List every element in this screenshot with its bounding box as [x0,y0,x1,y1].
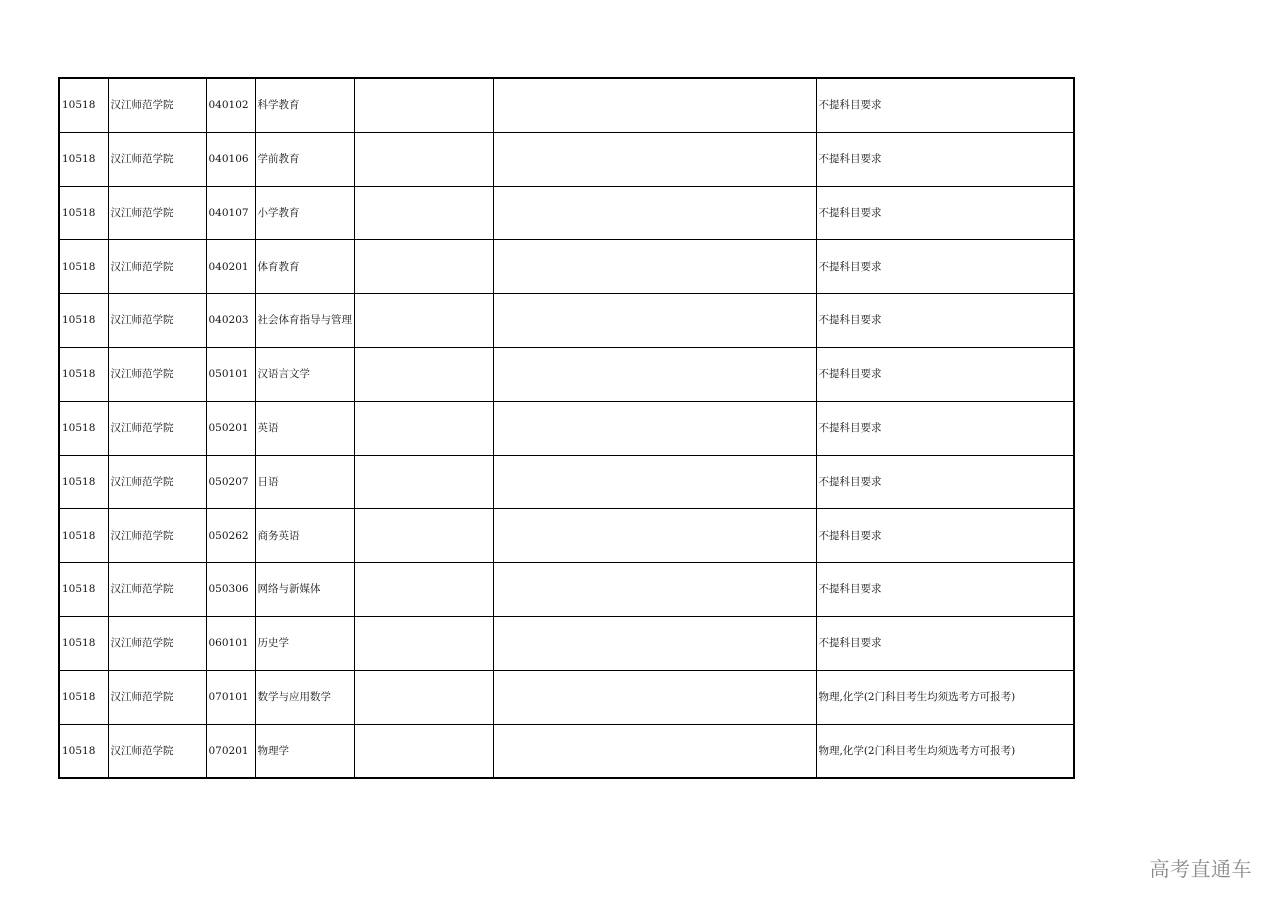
table-row [59,240,1074,294]
major-code-cell: 040203 [206,294,255,348]
school-code-cell: 10518 [59,724,108,778]
empty-cell [493,455,816,509]
table-row [59,401,1074,455]
school-code-cell: 10518 [59,401,108,455]
table-row [59,455,1074,509]
empty-cell [354,509,493,563]
school-name-cell: 汉江师范学院 [108,670,206,724]
school-code-cell: 10518 [59,616,108,670]
table-row [59,186,1074,240]
subject-requirement-cell: 不提科目要求 [816,294,1074,348]
school-code-cell: 10518 [59,509,108,563]
table-row [59,670,1074,724]
watermark-text: 高考直通车 [1149,857,1252,881]
table-row [59,509,1074,563]
empty-cell [493,78,816,132]
subject-requirement-cell: 不提科目要求 [816,240,1074,294]
empty-cell [354,132,493,186]
major-code-cell: 050101 [206,347,255,401]
empty-cell [354,616,493,670]
major-name-cell: 小学教育 [255,186,354,240]
table-row [59,78,1074,132]
major-code-cell: 050207 [206,455,255,509]
subject-requirement-cell: 不提科目要求 [816,616,1074,670]
empty-cell [354,78,493,132]
school-code-cell: 10518 [59,670,108,724]
major-name-cell: 英语 [255,401,354,455]
school-name-cell: 汉江师范学院 [108,616,206,670]
empty-cell [354,670,493,724]
table-row [59,132,1074,186]
subject-requirement-cell: 物理,化学(2门科目考生均须选考方可报考) [816,724,1074,778]
subject-requirement-cell: 不提科目要求 [816,455,1074,509]
subject-requirement-cell: 不提科目要求 [816,401,1074,455]
major-name-cell: 社会体育指导与管理 [255,294,354,348]
school-code-cell: 10518 [59,186,108,240]
empty-cell [493,670,816,724]
major-name-cell: 体育教育 [255,240,354,294]
major-name-cell: 历史学 [255,616,354,670]
major-code-cell: 070201 [206,724,255,778]
empty-cell [354,724,493,778]
empty-cell [493,401,816,455]
subject-requirement-cell: 不提科目要求 [816,563,1074,617]
empty-cell [354,563,493,617]
major-name-cell: 网络与新媒体 [255,563,354,617]
major-code-cell: 050201 [206,401,255,455]
empty-cell [493,294,816,348]
empty-cell [493,724,816,778]
school-name-cell: 汉江师范学院 [108,240,206,294]
table-row [59,724,1074,778]
school-name-cell: 汉江师范学院 [108,294,206,348]
school-name-cell: 汉江师范学院 [108,563,206,617]
major-name-cell: 汉语言文学 [255,347,354,401]
school-code-cell: 10518 [59,294,108,348]
table-body [59,78,1074,778]
empty-cell [354,455,493,509]
school-name-cell: 汉江师范学院 [108,347,206,401]
empty-cell [493,240,816,294]
subject-requirement-cell: 不提科目要求 [816,509,1074,563]
table-row [59,347,1074,401]
school-name-cell: 汉江师范学院 [108,455,206,509]
empty-cell [354,294,493,348]
school-code-cell: 10518 [59,347,108,401]
subject-requirement-cell: 不提科目要求 [816,132,1074,186]
major-code-cell: 050306 [206,563,255,617]
major-name-cell: 商务英语 [255,509,354,563]
table-row [59,294,1074,348]
major-code-cell: 040106 [206,132,255,186]
empty-cell [493,132,816,186]
empty-cell [354,240,493,294]
empty-cell [493,563,816,617]
empty-cell [493,616,816,670]
subject-requirement-cell: 不提科目要求 [816,78,1074,132]
table-row [59,563,1074,617]
table-row [59,616,1074,670]
major-code-cell: 050262 [206,509,255,563]
school-code-cell: 10518 [59,455,108,509]
major-name-cell: 数学与应用数学 [255,670,354,724]
empty-cell [354,186,493,240]
school-name-cell: 汉江师范学院 [108,401,206,455]
school-code-cell: 10518 [59,240,108,294]
empty-cell [354,401,493,455]
major-name-cell: 物理学 [255,724,354,778]
empty-cell [493,347,816,401]
subject-requirement-cell: 不提科目要求 [816,186,1074,240]
major-code-cell: 040102 [206,78,255,132]
school-name-cell: 汉江师范学院 [108,509,206,563]
school-code-cell: 10518 [59,78,108,132]
empty-cell [493,186,816,240]
school-name-cell: 汉江师范学院 [108,78,206,132]
major-code-cell: 040107 [206,186,255,240]
major-name-cell: 科学教育 [255,78,354,132]
school-code-cell: 10518 [59,132,108,186]
school-name-cell: 汉江师范学院 [108,724,206,778]
school-code-cell: 10518 [59,563,108,617]
major-name-cell: 学前教育 [255,132,354,186]
subject-requirement-cell: 不提科目要求 [816,347,1074,401]
major-name-cell: 日语 [255,455,354,509]
empty-cell [354,347,493,401]
major-code-cell: 040201 [206,240,255,294]
school-name-cell: 汉江师范学院 [108,186,206,240]
subject-requirement-cell: 物理,化学(2门科目考生均须选考方可报考) [816,670,1074,724]
major-code-cell: 070101 [206,670,255,724]
data-table [58,77,1075,779]
major-code-cell: 060101 [206,616,255,670]
empty-cell [493,509,816,563]
school-name-cell: 汉江师范学院 [108,132,206,186]
